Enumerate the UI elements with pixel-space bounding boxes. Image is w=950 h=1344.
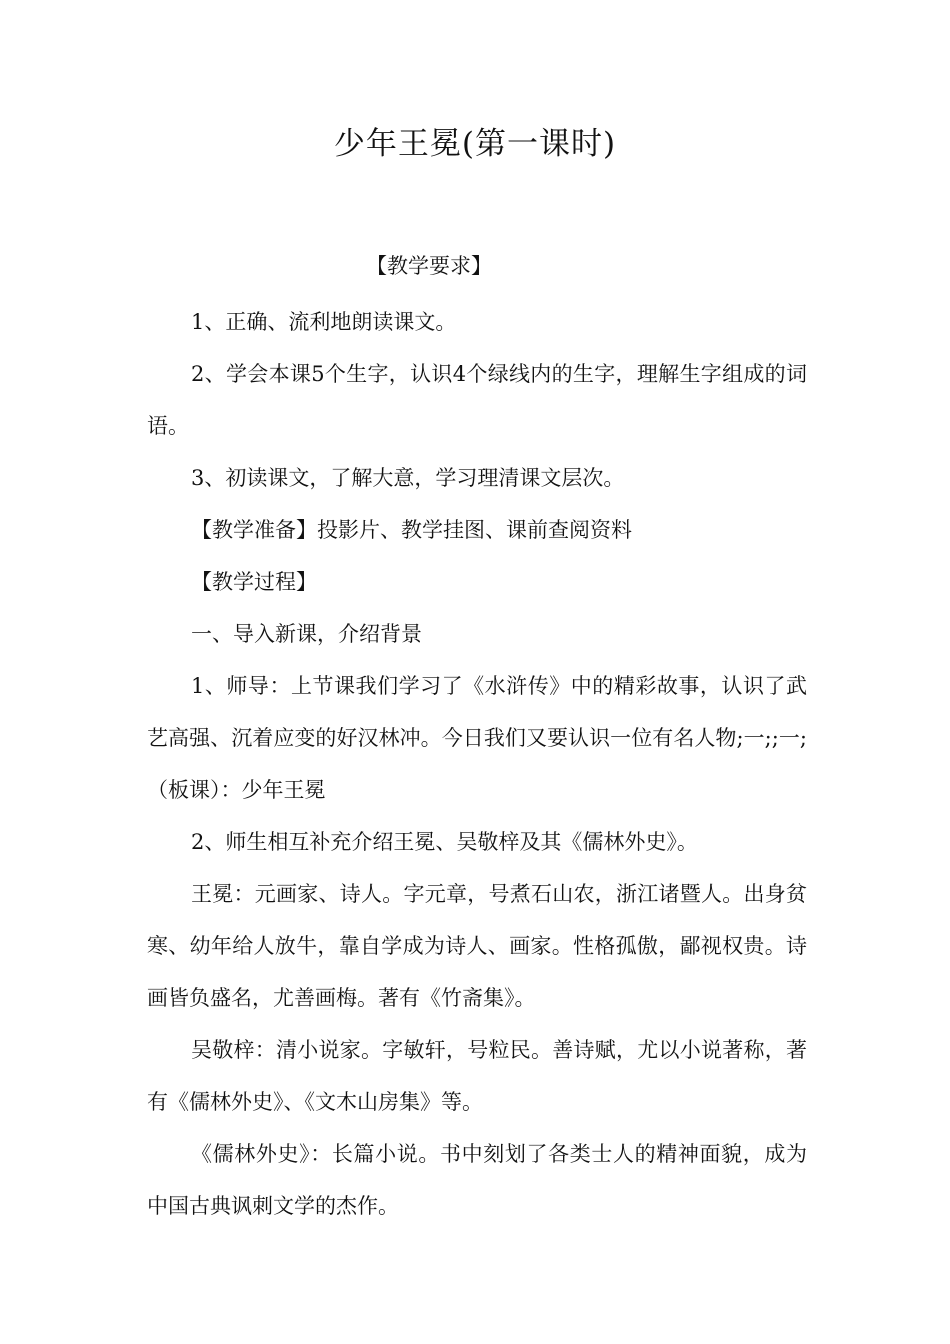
paragraph: 王冕：元画家、诗人。字元章，号煮石山农，浙江诸暨人。出身贫寒、幼年给人放牛，靠自学成为诗人、画家。性格孤傲，鄙视权贵。诗画皆负盛名，尤善画梅。著有《竹斋集》。 xyxy=(147,882,807,1010)
paragraph: 【教学过程】 xyxy=(191,570,317,594)
paragraph: 吴敬梓：清小说家。字敏轩，号粒民。善诗赋，尤以小说著称，著有《儒林外史》、《文木山房集》等。 xyxy=(147,1038,807,1114)
document-body xyxy=(147,296,807,1232)
paragraph: 《儒林外史》：长篇小说。书中刻划了各类士人的精神面貌，成为中国古典讽刺文学的杰作。 xyxy=(147,1142,807,1218)
document-title: 少年王冕(第一课时) xyxy=(333,126,617,162)
paragraph: 一、导入新课，介绍背景 xyxy=(191,622,422,646)
section-heading-teaching-requirements: 【教学要求】 xyxy=(366,254,492,278)
paragraph: 1、正确、流利地朗读课文。 xyxy=(191,310,457,334)
paragraph: 【教学准备】投影片、教学挂图、课前查阅资料 xyxy=(191,518,632,542)
paragraph: 2、师生相互补充介绍王冕、吴敬梓及其《儒林外史》。 xyxy=(191,830,698,854)
paragraph: 1、师导：上节课我们学习了《水浒传》中的精彩故事，认识了武艺高强、沉着应变的好汉林冲。今日我们又要认识一位有名人物;一;;一;（板课）：少年王冕 xyxy=(147,674,807,802)
paragraph: 2、学会本课5个生字，认识4个绿线内的生字，理解生字组成的词语。 xyxy=(147,362,807,438)
paragraph: 3、初读课文，了解大意，学习理清课文层次。 xyxy=(191,466,625,490)
